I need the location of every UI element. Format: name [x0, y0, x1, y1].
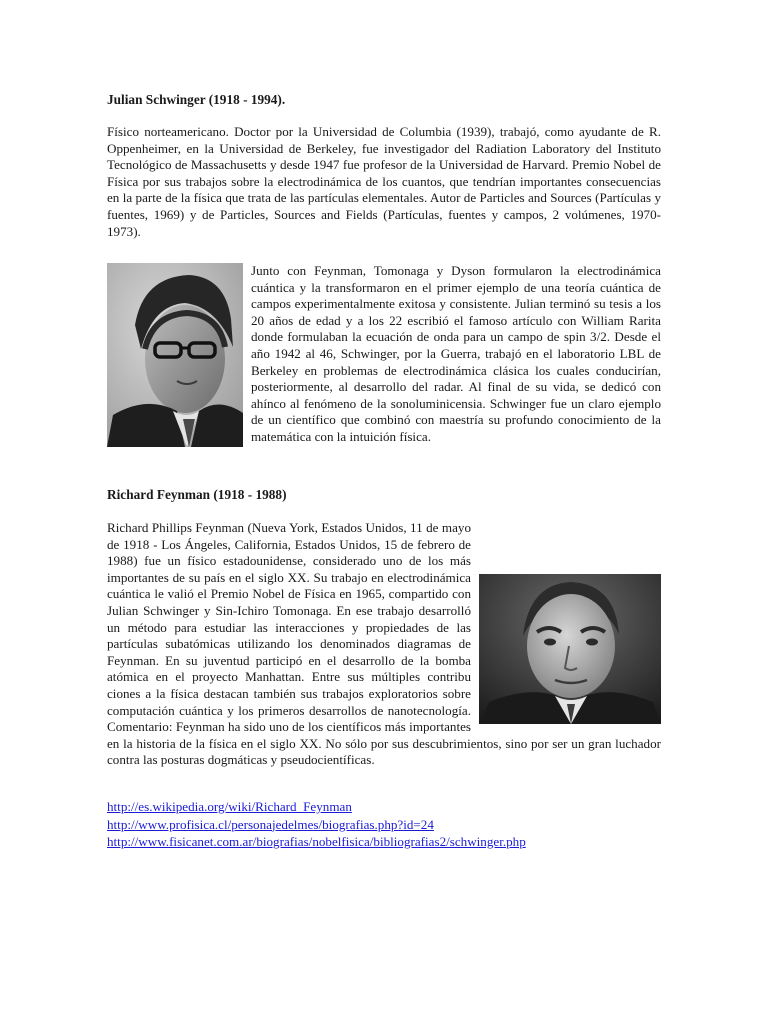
link-profisica-biografia[interactable]: http://www.profisica.cl/personajedelmes/biografias.php?id=24	[107, 816, 434, 832]
feynman-heading: Richard Feynman (1918 - 1988)	[107, 487, 287, 502]
schwinger-body-text: Junto con Feynman, Tomonaga y Dyson formularon la electrodinámica cuántica y la transformaron en el primer ejemplo de una teoría cuántica de campos experimentalmente exitosa y consistente. Julian terminó su tesis a los 20 años de edad y a los 22 escribió el famoso artículo con William Rarita donde formulaban la ecuación de onda para un campo de spin 3/2. Desde el año 1942 al 46, Schwinger, por la Guerra, trabajó en el laboratorio LBL de Berkeley en problemas de electrodinámica clásica los cuales conducirían, posteriormente, al desarrollo del radar. Al final de su vida, se dedicó con ahínco al fenómeno de la sonoluminicensia. Schwinger fue un claro ejemplo de un científico que combinó con maestría su profundo conocimiento de la matemática con la intuición física.	[251, 263, 661, 444]
feynman-body-text: Richard Phillips Feynman (Nueva York, Estados Unidos, 11 de mayo de 1918 - Los Ángeles, California, Estados Unidos, 15 de febrero de 1988) fue un físico estadounidense, considerado uno de los más importantes de su país en el siglo XX. Su trabajo en electrodinámica cuántica le valió el Premio Nobel de Física en 1965, compartido con Julian Schwinger y Sin-Ichiro Tomonaga. En ese trabajo desarrolló un método para estudiar las interacciones y propiedades de las partículas subatómicas utilizando los denominados diagramas de Feynman. En su juventud participó en el desarrollo de la bomba atómica en el proyecto Manhattan. Entre sus múltiples contribu ciones a la física destacan también sus trabajos exploratorios sobre computación cuántica y los primeros desarrollos de nanotecnología. Comentario: Feynman ha sido uno de los científicos más importantes en la historia de la física en el siglo XX. No sólo por sus descubrimientos, sino por ser un gran luchador contra las posturas dogmáticas y pseudocientíficas.	[107, 520, 661, 768]
schwinger-body-block	[107, 263, 661, 447]
schwinger-photo	[107, 263, 243, 447]
feynman-photo	[479, 574, 661, 724]
link-fisicanet-schwinger[interactable]: http://www.fisicanet.com.ar/biografias/nobelfisica/bibliografias2/schwinger.php	[107, 834, 526, 849]
link-wikipedia-feynman[interactable]: http://es.wikipedia.org/wiki/Richard_Feynman	[107, 799, 352, 814]
reference-links	[107, 798, 661, 851]
feynman-body-block	[107, 520, 661, 769]
schwinger-intro-paragraph: Físico norteamericano. Doctor por la Universidad de Columbia (1939), trabajó, como ayudante de R. Oppenheimer, en la Universidad de Berkeley, fue investigador del Radiation Laboratory del Instituto Tecnológico de Massachusetts y desde 1947 fue profesor de la Universidad de Harvard. Premio Nobel de Física por sus trabajos sobre la electrodinámica de los cuantos, que tendrían importantes consecuencias en la parte de la física que trata de las partículas elementales. Autor de Particles and Sources (Partículas y fuentes, 1969) y de Particles, Sources and Fields (Partículas, fuentes y campos, 2 volúmenes, 1970-1973).	[107, 124, 661, 239]
schwinger-heading: Julian Schwinger (1918 - 1994).	[107, 92, 286, 107]
